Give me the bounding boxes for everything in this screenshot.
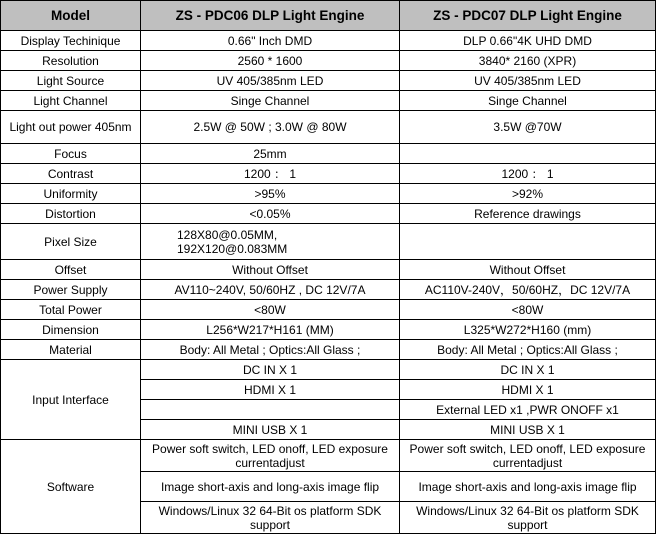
header-model: Model	[1, 1, 141, 31]
row-offset	[1, 260, 656, 280]
pdc06-dimension: L256*W217*H161 (MM)	[141, 320, 400, 340]
label-offset: Offset	[1, 260, 141, 280]
pdc07-software-1: Power soft switch, LED onoff, LED exposure currentadjust	[400, 440, 656, 472]
pdc07-light-channel: Singe Channel	[400, 91, 656, 111]
pdc07-light-power: 3.5W @70W	[400, 111, 656, 144]
pdc07-input-1: DC IN X 1	[400, 360, 656, 380]
row-resolution	[1, 51, 656, 71]
pdc06-software-1: Power soft switch, LED onoff, LED exposure currentadjust	[141, 440, 400, 472]
label-light-channel: Light Channel	[1, 91, 141, 111]
pdc07-distortion: Reference drawings	[400, 204, 656, 224]
pdc07-uniformity: >92%	[400, 184, 656, 204]
pdc07-contrast: 1200 ： 1	[400, 164, 656, 184]
pdc06-contrast: 1200 ： 1	[141, 164, 400, 184]
pdc06-light-power: 2.5W @ 50W ; 3.0W @ 80W	[141, 111, 400, 144]
row-power-supply	[1, 280, 656, 300]
pdc06-light-channel: Singe Channel	[141, 91, 400, 111]
pdc07-power-supply: AC110V-240V，50/60HZ，DC 12V/7A	[400, 280, 656, 300]
pdc06-material: Body: All Metal ; Optics:All Glass ;	[141, 340, 400, 360]
pdc07-focus	[400, 144, 656, 164]
pdc06-power-supply: AV110~240V, 50/60HZ , DC 12V/7A	[141, 280, 400, 300]
pdc06-software-2: Image short-axis and long-axis image flip	[141, 472, 400, 502]
label-material: Material	[1, 340, 141, 360]
pdc06-offset: Without Offset	[141, 260, 400, 280]
pdc06-input-3	[141, 400, 400, 420]
pdc06-total-power: <80W	[141, 300, 400, 320]
label-display: Display Techinique	[1, 31, 141, 51]
shared-focus: 25mm	[141, 144, 400, 164]
label-total-power: Total Power	[1, 300, 141, 320]
label-pixel-size: Pixel Size	[1, 224, 141, 260]
pdc07-input-4: MINI USB X 1	[400, 420, 656, 440]
label-light-power: Light out power 405nm	[1, 111, 141, 144]
pdc06-input-4: MINI USB X 1	[141, 420, 400, 440]
pdc07-pixel-size	[400, 224, 656, 260]
pdc06-input-1: DC IN X 1	[141, 360, 400, 380]
row-display	[1, 31, 656, 51]
label-contrast: Contrast	[1, 164, 141, 184]
label-uniformity: Uniformity	[1, 184, 141, 204]
pdc07-light-source: UV 405/385nm LED	[400, 71, 656, 91]
header-pdc07: ZS - PDC07 DLP Light Engine	[400, 1, 656, 31]
label-light-source: Light Source	[1, 71, 141, 91]
pdc07-input-3: External LED x1 ,PWR ONOFF x1	[400, 400, 656, 420]
label-focus: Focus	[1, 144, 141, 164]
row-distortion	[1, 204, 656, 224]
row-input-interface-1	[1, 360, 656, 380]
row-light-source	[1, 71, 656, 91]
pdc07-offset: Without Offset	[400, 260, 656, 280]
row-light-channel	[1, 91, 656, 111]
row-focus	[1, 144, 656, 164]
pdc07-total-power: <80W	[400, 300, 656, 320]
pdc07-input-2: HDMI X 1	[400, 380, 656, 400]
row-material	[1, 340, 656, 360]
pdc07-software-3: Windows/Linux 32 64-Bit os platform SDK support	[400, 502, 656, 534]
row-uniformity	[1, 184, 656, 204]
label-dimension: Dimension	[1, 320, 141, 340]
header-row	[1, 1, 656, 31]
pdc06-input-2: HDMI X 1	[141, 380, 400, 400]
label-resolution: Resolution	[1, 51, 141, 71]
row-light-power	[1, 111, 656, 144]
pdc06-resolution: 2560 * 1600	[141, 51, 400, 71]
pdc06-distortion: <0.05%	[141, 204, 400, 224]
pdc07-dimension: L325*W272*H160 (mm)	[400, 320, 656, 340]
label-distortion: Distortion	[1, 204, 141, 224]
label-input-interface: Input Interface	[1, 360, 141, 440]
row-contrast	[1, 164, 656, 184]
pdc07-software-2: Image short-axis and long-axis image flip	[400, 472, 656, 502]
label-software: Software	[1, 440, 141, 534]
pdc06-software-3: Windows/Linux 32 64-Bit os platform SDK support	[141, 502, 400, 534]
pdc06-display: 0.66" Inch DMD	[141, 31, 400, 51]
pdc06-pixel-size	[141, 224, 400, 260]
row-dimension	[1, 320, 656, 340]
pdc07-resolution: 3840* 2160 (XPR)	[400, 51, 656, 71]
pdc06-light-source: UV 405/385nm LED	[141, 71, 400, 91]
pdc07-material: Body: All Metal ; Optics:All Glass ;	[400, 340, 656, 360]
pdc06-pixel-size-line2: 192X120@0.083MM	[177, 241, 288, 256]
row-software-1	[1, 440, 656, 472]
header-pdc06: ZS - PDC06 DLP Light Engine	[141, 1, 400, 31]
pdc07-display: DLP 0.66"4K UHD DMD	[400, 31, 656, 51]
pdc06-pixel-size-line1: 128X80@0.05MM,	[177, 227, 278, 242]
label-power-supply: Power Supply	[1, 280, 141, 300]
pdc06-uniformity: >95%	[141, 184, 400, 204]
row-total-power	[1, 300, 656, 320]
row-pixel-size	[1, 224, 656, 260]
